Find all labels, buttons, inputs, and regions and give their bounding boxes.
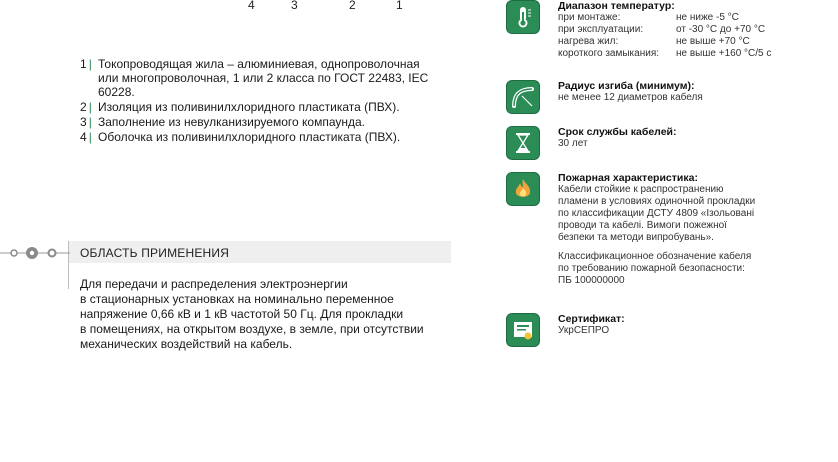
hourglass-icon — [506, 126, 540, 160]
temp-row: короткого замыкания: не выше +160 °С/5 с — [558, 48, 772, 59]
thermometer-icon — [506, 0, 540, 34]
callout-number-2: 2 — [349, 0, 356, 12]
certificate-icon — [506, 313, 540, 347]
construction-item: 2 | Изоляция из поливинилхлоридного пластиката (ПВХ). — [80, 100, 400, 114]
item-text: Оболочка из поливинилхлоридного пластиката (ПВХ). — [98, 130, 401, 144]
spec-text: УкрСЕПРО — [558, 325, 610, 336]
item-number: 4 — [80, 130, 87, 144]
flame-icon — [506, 172, 540, 206]
cable-bend-icon — [506, 80, 540, 114]
spec-title: Пожарная характеристика: — [558, 172, 698, 184]
application-text: Для передачи и распределения электроэнергии в стационарных установках на номинально переменное напряжение 0,66 кВ и 1 кВ частотой 50 Гц. Для прокладки в помещениях, на открытом воздухе, в земле, при отсутствии механических воздействий на кабель. — [80, 277, 424, 351]
section-title: ОБЛАСТЬ ПРИМЕНЕНИЯ — [80, 246, 230, 260]
spec-title: Диапазон температур: — [558, 0, 675, 12]
spec-title: Срок службы кабелей: — [558, 126, 677, 138]
item-number: 3 — [80, 115, 87, 129]
spec-temperature — [506, 0, 836, 60]
spec-service-life — [506, 126, 836, 150]
item-number: 2 — [80, 100, 87, 114]
item-text: Токопроводящая жила – алюминиевая, однопроволочная или многопроволочная, 1 или 2 класса по ГОСТ 22483, IEC 60228. — [98, 57, 429, 99]
construction-item: 1 | Токопроводящая жила – алюминиевая, однопроволочная или многопроволочная, 1 или 2 класса по ГОСТ 22483, IEC 60228. — [80, 57, 429, 99]
callout-number-3: 3 — [291, 0, 298, 12]
temp-row: нагрева жил: не выше +70 °С — [558, 36, 750, 47]
temp-row: при эксплуатации: от -30 °С до +70 °С — [558, 24, 766, 35]
callout-number-1: 1 — [396, 0, 403, 12]
spec-title: Сертификат: — [558, 313, 625, 325]
callout-number-4: 4 — [248, 0, 255, 12]
spec-text: 30 лет — [558, 138, 588, 149]
section-rule-dots-icon — [0, 243, 70, 263]
temp-row: при монтаже: не ниже -5 °С — [558, 12, 739, 23]
construction-item: 4 | Оболочка из поливинилхлоридного пластиката (ПВХ). — [80, 130, 401, 144]
spec-certificate — [506, 313, 836, 337]
spec-fire: Пожарная характеристика: Кабели стойкие к распространению пламени в условиях одиночной прокладки по классификации ДСТУ 4809 «Ізольовані проводи та кабелі. Вимоги пожежної безпеки та методи випробувань». Классификационное обозначение кабеля по требованию пожарной безопасности: ПБ 100000000 — [506, 172, 836, 287]
spec-bend-radius — [506, 80, 836, 104]
item-text: Изоляция из поливинилхлоридного пластиката (ПВХ). — [98, 100, 400, 114]
construction-item: 3 | Заполнение из невулканизируемого компаунда. — [80, 115, 365, 129]
item-number: 1 — [80, 57, 87, 71]
construction-list — [80, 57, 440, 145]
item-text: Заполнение из невулканизируемого компаунда. — [98, 115, 365, 129]
spec-text: не менее 12 диаметров кабеля — [558, 92, 703, 103]
spec-title: Радиус изгиба (минимум): — [558, 80, 695, 92]
